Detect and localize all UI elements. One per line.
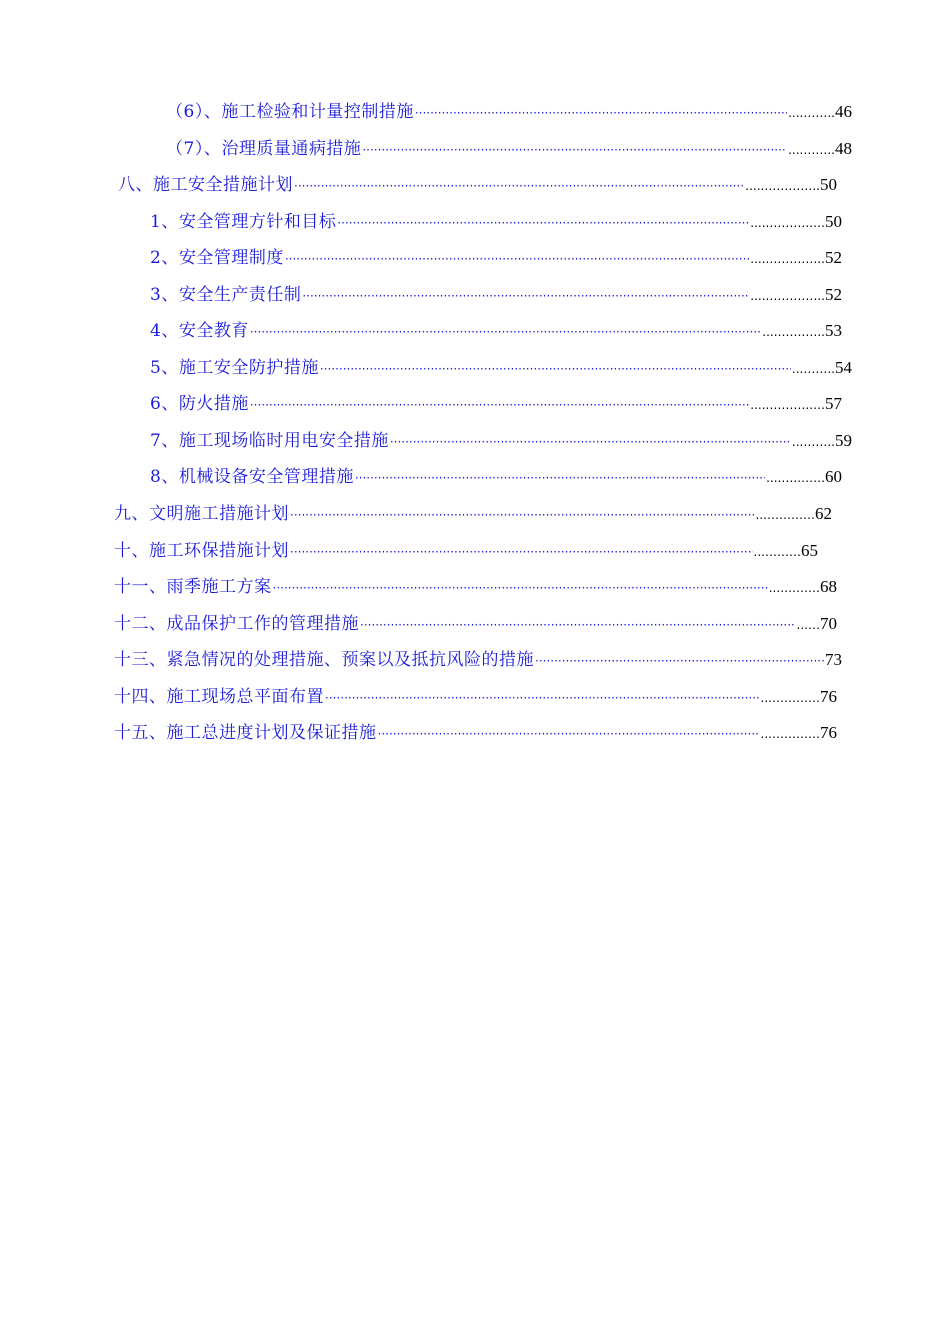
toc-page-number: 53 [825,321,842,340]
toc-page-dots: .....………….. [745,179,820,193]
toc-page-dots: .....……….…. [750,216,825,230]
toc-entry[interactable] [166,100,852,124]
toc-entry-title[interactable]: （6）、施工检验和计量控制措施 [166,102,414,122]
toc-entry[interactable] [114,648,842,672]
toc-dot-leader [390,430,791,453]
toc-page-dots: ...…….. [791,362,835,376]
toc-entry-title[interactable]: 1、安全管理方针和目标 [150,212,337,232]
toc-page-number: 59 [835,431,852,450]
toc-entry-title[interactable]: 4、安全教育 [150,321,249,341]
toc-entry[interactable] [150,210,842,234]
toc-entry[interactable] [114,612,837,636]
toc-page-dots: ...………… [760,727,820,741]
toc-page-dots: ...………… [760,691,820,705]
toc-page-number: 50 [820,175,837,194]
toc-entry-title[interactable]: 十、施工环保措施计划 [114,541,289,561]
toc-page-number: 68 [820,577,837,596]
toc-page-dots: ...………… [755,508,815,522]
toc-page-dots: ...….…… [768,581,820,595]
toc-page-dots: .....………….. [750,289,825,303]
toc-page-number: 76 [820,723,837,742]
toc-entry[interactable] [118,173,837,197]
toc-entry[interactable] [114,685,837,709]
toc-dot-leader [273,576,768,599]
toc-dot-leader [362,138,787,161]
toc-page-number: 48 [835,139,852,158]
toc-entry-title[interactable]: 3、安全生产责任制 [150,285,302,305]
toc-page-number: 73 [825,650,842,669]
toc-page-number: 65 [801,541,818,560]
toc-page-number: 54 [835,358,852,377]
toc-page-number: 62 [815,504,832,523]
toc-entry-title[interactable]: 八、施工安全措施计划 [118,175,293,195]
toc-dot-leader [337,211,749,234]
toc-entry[interactable] [150,429,852,453]
toc-dot-leader [285,247,749,270]
toc-page-dots: ...… [796,618,820,632]
toc-entry-title[interactable]: 十四、施工现场总平面布置 [114,687,324,707]
toc-dot-leader [360,613,796,636]
toc-dot-leader [355,466,765,489]
toc-entry-title[interactable]: 6、防火措施 [150,394,249,414]
toc-page-number: 76 [820,687,837,706]
toc-entry[interactable] [150,319,842,343]
toc-page-dots: ....…….. [788,143,835,157]
toc-dot-leader [290,503,755,526]
toc-page-number: 52 [825,285,842,304]
toc-entry-title[interactable]: 2、安全管理制度 [150,248,284,268]
toc-entry-title[interactable]: （7）、治理质量通病措施 [166,139,362,159]
toc-page-dots: ....…….….. [762,325,825,339]
toc-dot-leader [294,174,744,197]
toc-page-number: 60 [825,467,842,486]
toc-page-dots: ....….……. [766,471,825,485]
toc-entry[interactable] [114,575,837,599]
toc-entry[interactable] [114,502,832,526]
toc-entry[interactable] [150,465,842,489]
toc-page-number: 57 [825,394,842,413]
toc-page-dots: ....…….. [788,106,835,120]
toc-entry-title[interactable]: 7、施工现场临时用电安全措施 [150,431,389,451]
toc-dot-leader [415,101,787,124]
toc-entry-title[interactable]: 十三、紧急情况的处理措施、预案以及抵抗风险的措施 [114,650,534,670]
toc-dot-leader [290,540,753,563]
toc-entry-title[interactable]: 九、文明施工措施计划 [114,504,289,524]
toc-page-dots: ...…….. [791,435,835,449]
toc-entry[interactable] [150,392,842,416]
toc-page-number: 70 [820,614,837,633]
toc-dot-leader [378,722,760,745]
toc-entry[interactable] [150,356,852,380]
toc-page-number: 46 [835,102,852,121]
toc-entry[interactable] [114,721,837,745]
toc-page-dots: .....………….. [750,252,825,266]
toc-entry-title[interactable]: 十一、雨季施工方案 [114,577,272,597]
toc-page-dots: .....……….…. [750,398,825,412]
toc-page-number: 50 [825,212,842,231]
toc-entry-title[interactable]: 十二、成品保护工作的管理措施 [114,614,359,634]
toc-dot-leader [320,357,791,380]
toc-entry-title[interactable]: 8、机械设备安全管理措施 [150,467,354,487]
toc-entry-title[interactable]: 十五、施工总进度计划及保证措施 [114,723,377,743]
toc-dot-leader [302,284,749,307]
toc-page-number: 52 [825,248,842,267]
toc-entry[interactable] [114,539,818,563]
toc-entry[interactable] [150,246,842,270]
toc-dot-leader [535,649,824,672]
toc-entry[interactable] [150,283,842,307]
toc-entry-title[interactable]: 5、施工安全防护措施 [150,358,319,378]
toc-page-dots: ...……… [753,545,801,559]
toc-entry[interactable] [166,137,852,161]
toc-dot-leader [250,320,761,343]
toc-dot-leader [250,393,749,416]
toc-dot-leader [325,686,760,709]
